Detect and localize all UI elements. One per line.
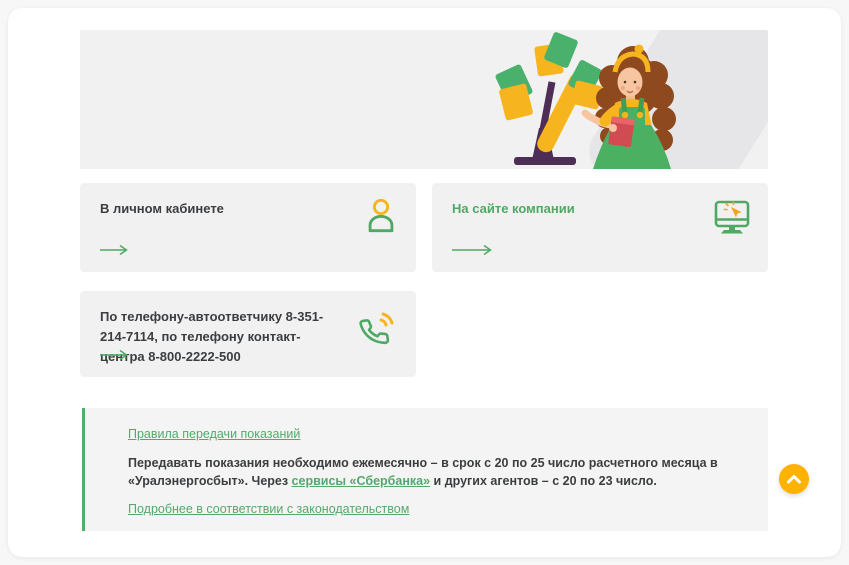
arrow-right-icon[interactable] [452, 244, 492, 256]
card-title: На сайте компании [452, 201, 575, 216]
arrow-right-icon[interactable] [100, 244, 128, 256]
card-phone[interactable] [80, 291, 416, 377]
law-details-link[interactable]: Подробнее в соответствии с законодательством [128, 502, 410, 516]
scroll-to-top-button[interactable] [779, 464, 809, 494]
info-text-before: Передавать показания необходимо ежемесячно – в срок с 20 по 25 число расчетного месяца в «Уралэнергосбыт». Через [128, 456, 718, 488]
card-title: В личном кабинете [100, 201, 224, 216]
person-icon [362, 197, 400, 235]
card-title: По телефону-автоответчику 8-351-214-7114, по телефону контакт-центра 8-800-2222-500 [100, 309, 324, 365]
chevron-up-icon [779, 464, 809, 494]
rules-link[interactable]: Правила передачи показаний [128, 427, 301, 441]
monitor-cursor-icon [712, 197, 752, 237]
card-company-site[interactable] [432, 183, 768, 272]
hero-banner [80, 30, 768, 169]
info-box [82, 408, 768, 531]
card-personal-account[interactable] [80, 183, 416, 272]
info-text-after: и других агентов – с 20 по 23 число. [430, 474, 657, 488]
page-card [8, 8, 841, 557]
arrow-right-icon[interactable] [100, 349, 128, 361]
phone-waves-icon [354, 307, 400, 353]
info-paragraph [128, 454, 738, 490]
sberbank-services-link[interactable]: сервисы «Сбербанка» [291, 474, 431, 488]
hero-illustration [80, 30, 768, 169]
